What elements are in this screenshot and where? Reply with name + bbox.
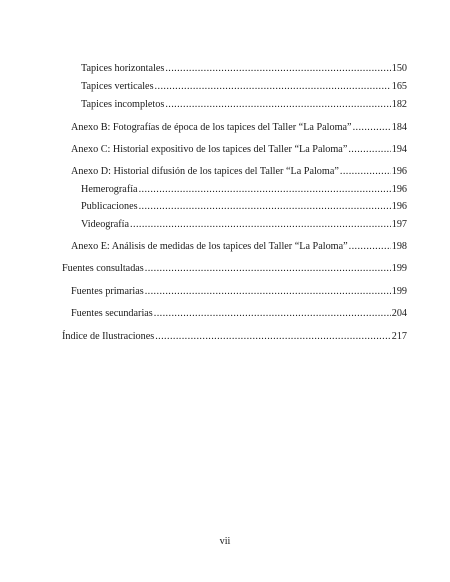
toc-entry-indice-ilustraciones xyxy=(62,331,407,343)
toc-leader-dots xyxy=(154,308,391,320)
toc-entry-title: Índice de Ilustraciones xyxy=(62,331,155,342)
toc-leader-dots xyxy=(145,263,391,275)
toc-entry-title: Anexo B: Fotografías de época de los tapices del Taller “La Paloma” xyxy=(71,122,352,133)
toc-leader-dots xyxy=(145,286,391,298)
toc-entry-title: Anexo C: Historial expositivo de los tapices del Taller “La Paloma” xyxy=(71,144,348,155)
toc-leader-dots xyxy=(165,99,390,111)
toc-entry-title: Fuentes secundarias xyxy=(71,308,153,319)
toc-entry-fuentes-consultadas xyxy=(62,263,407,275)
toc-entry-tapices-incompletos xyxy=(81,99,407,111)
toc-entry-page: 198 xyxy=(391,241,407,252)
toc-entry-title: Hemerografía xyxy=(81,184,138,195)
toc-entry-title: Publicaciones xyxy=(81,201,138,212)
toc-leader-dots xyxy=(349,241,391,253)
toc-entry-title: Anexo D: Historial difusión de los tapices del Taller “La Paloma” xyxy=(71,166,339,177)
toc-entry-anexo-c xyxy=(71,144,407,156)
toc-entry-page: 194 xyxy=(391,144,407,155)
toc-entry-page: 150 xyxy=(391,63,407,74)
toc-entry-page: 182 xyxy=(391,99,407,110)
toc-leader-dots xyxy=(348,144,390,156)
toc-entry-page: 184 xyxy=(391,122,407,133)
toc-entry-title: Fuentes consultadas xyxy=(62,263,144,274)
page-number-footer: vii xyxy=(219,536,231,547)
toc-entry-title: Tapices verticales xyxy=(81,81,154,92)
toc-entry-hemerografia xyxy=(81,184,407,196)
toc-entry-page: 199 xyxy=(391,286,407,297)
toc-entry-fuentes-primarias xyxy=(71,286,407,298)
toc-entry-videografia xyxy=(81,219,407,231)
toc-entry-title: Tapices incompletos xyxy=(81,99,165,110)
toc-entry-title: Videografía xyxy=(81,219,130,230)
toc-entry-title: Tapices horizontales xyxy=(81,63,165,74)
toc-entry-tapices-horizontales xyxy=(81,63,407,75)
toc-entry-title: Anexo E: Análisis de medidas de los tapices del Taller “La Paloma” xyxy=(71,241,348,252)
toc-entry-page: 196 xyxy=(391,166,407,177)
toc-entry-page: 197 xyxy=(391,219,407,230)
toc-leader-dots xyxy=(340,166,391,178)
toc-entry-anexo-b xyxy=(71,122,407,134)
toc-entry-anexo-e xyxy=(71,241,407,253)
toc-leader-dots xyxy=(139,184,391,196)
toc-entry-publicaciones xyxy=(81,201,407,213)
toc-leader-dots xyxy=(130,219,391,231)
toc-leader-dots xyxy=(139,201,391,213)
toc-entry-page: 165 xyxy=(391,81,407,92)
toc-leader-dots xyxy=(165,63,390,75)
toc-entry-page: 196 xyxy=(391,184,407,195)
toc-entry-page: 217 xyxy=(391,331,407,342)
toc-leader-dots xyxy=(155,331,391,343)
toc-entry-page: 199 xyxy=(391,263,407,274)
toc-entry-fuentes-secundarias xyxy=(71,308,407,320)
toc-entry-anexo-d xyxy=(71,166,407,178)
toc-entry-title: Fuentes primarias xyxy=(71,286,144,297)
toc-entry-page: 204 xyxy=(391,308,407,319)
toc-leader-dots xyxy=(155,81,391,93)
toc-entry-page: 196 xyxy=(391,201,407,212)
toc-leader-dots xyxy=(353,122,391,134)
toc-entry-tapices-verticales xyxy=(81,81,407,93)
